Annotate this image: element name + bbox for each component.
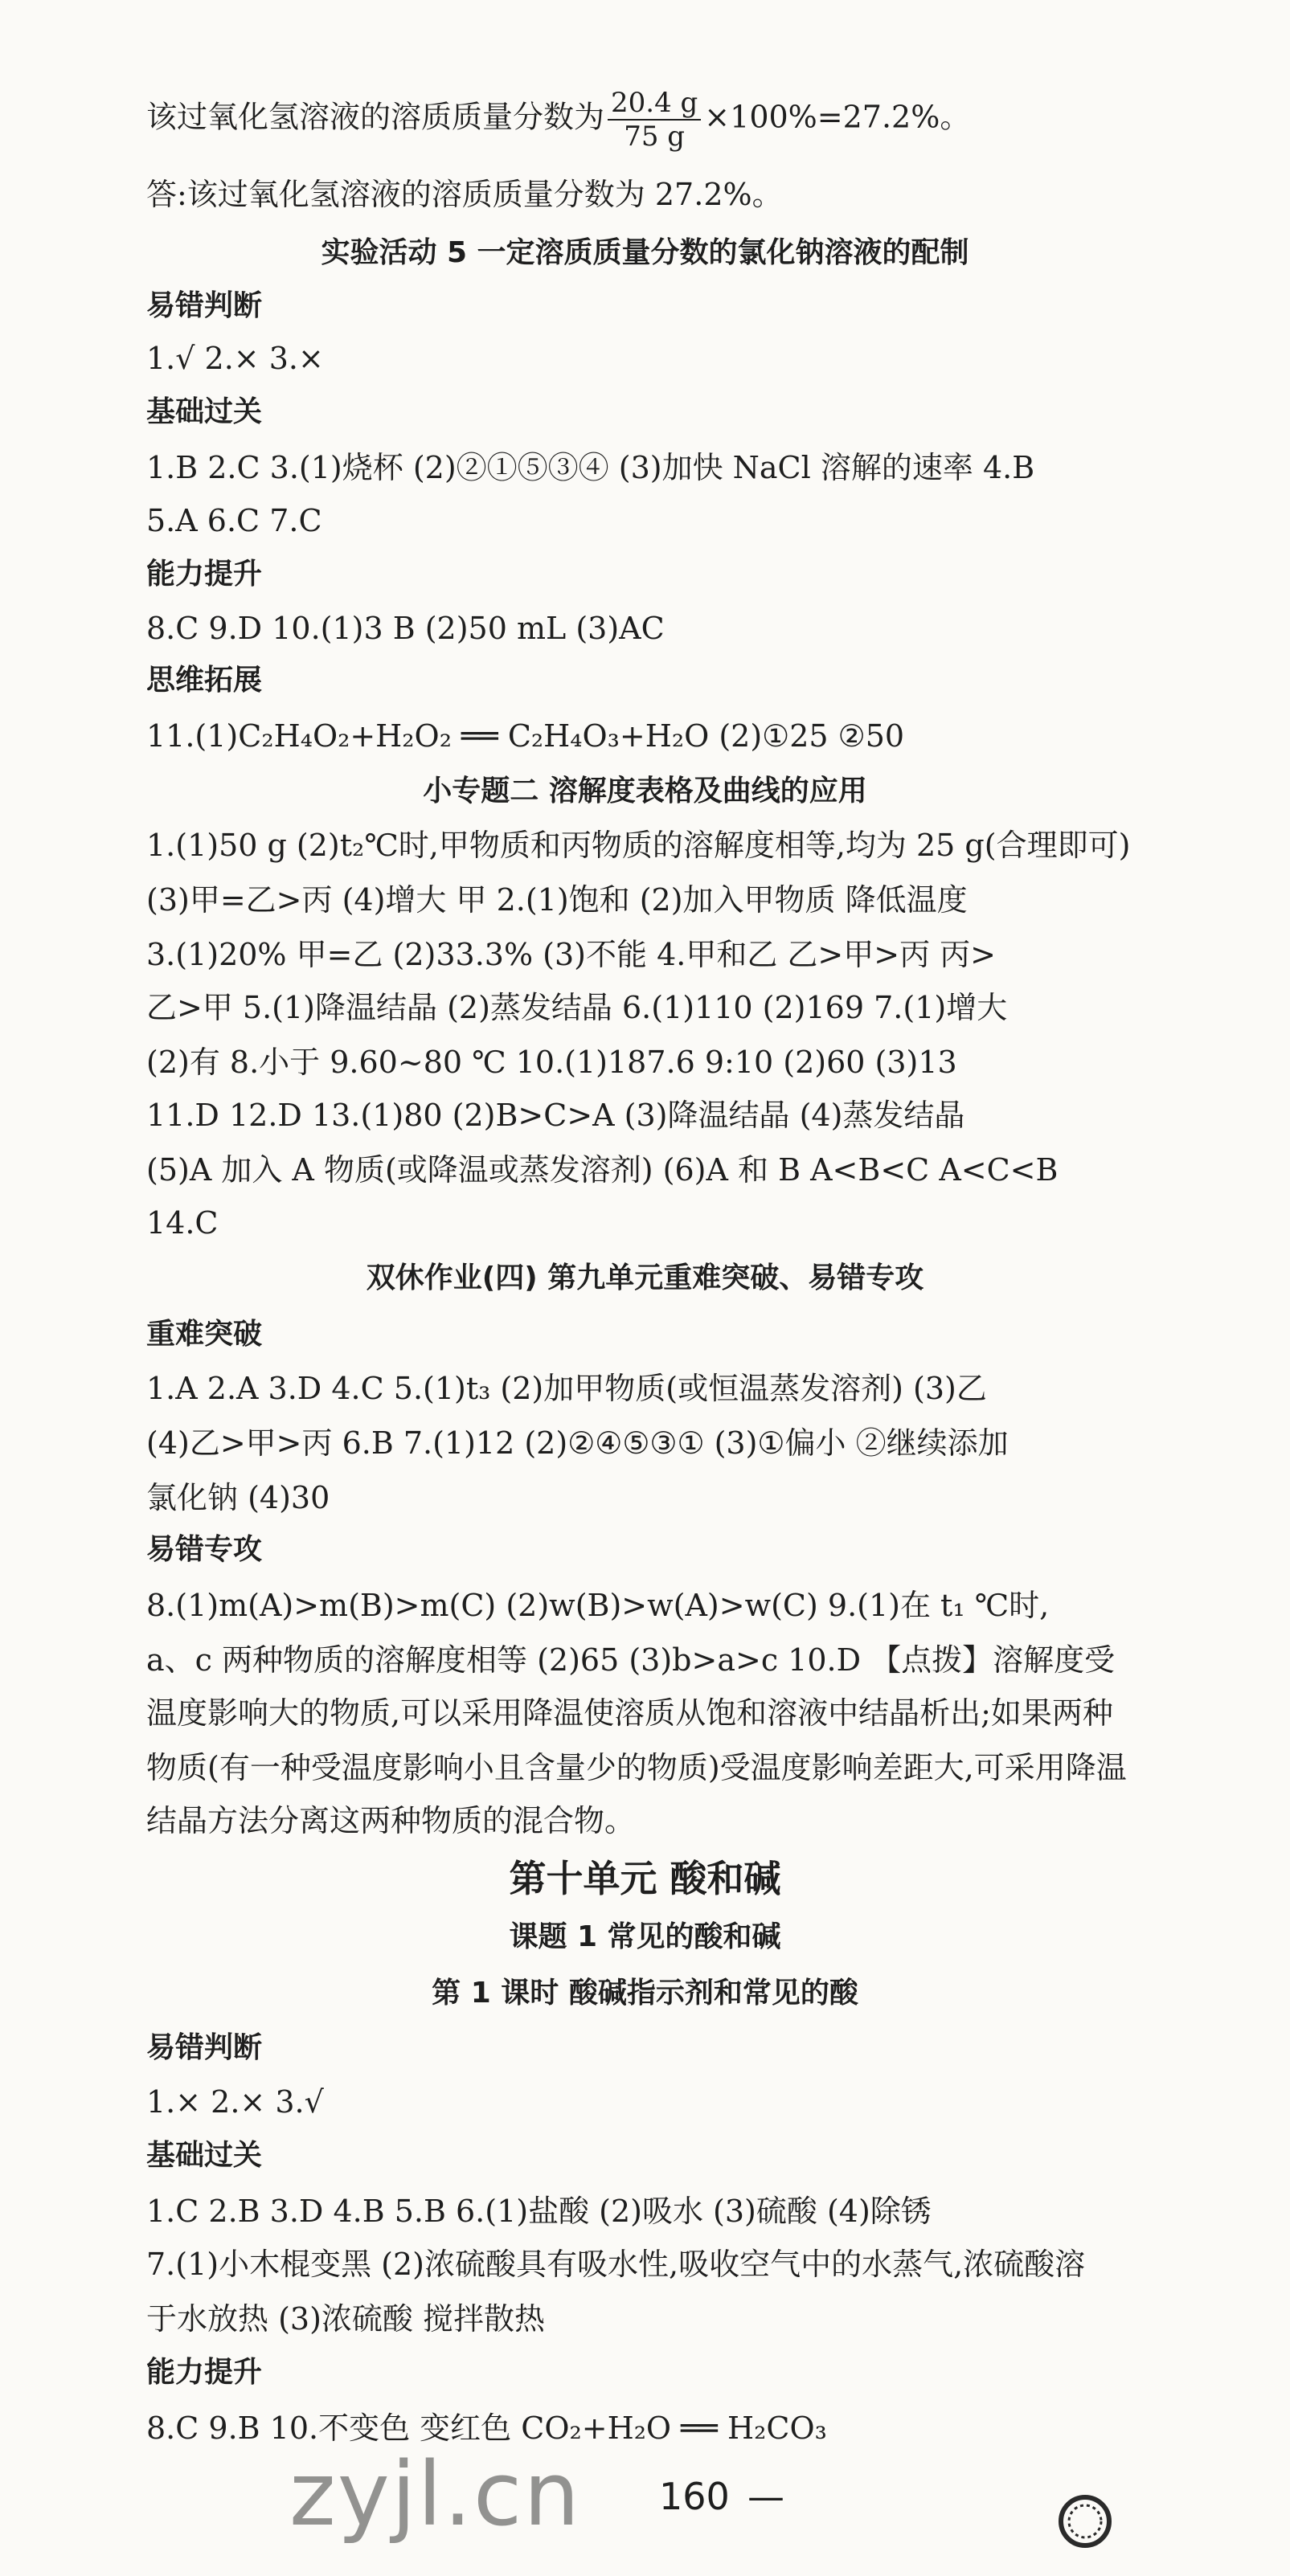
answer-line: 11.(1)C₂H₄O₂+H₂O₂ ══ C₂H₄O₃+H₂O (2)①25 ②50 <box>146 718 905 754</box>
text-segment: ×100%=27.2%。 <box>704 99 971 135</box>
subsection-heading: 易错专攻 <box>146 1533 263 1566</box>
publisher-logo-icon <box>1055 2491 1116 2552</box>
fraction-denominator: 75 g <box>624 121 686 153</box>
section-title: 小专题二 溶解度表格及曲线的应用 <box>423 775 867 808</box>
answer-line: 7.(1)小木棍变黑 (2)浓硫酸具有吸水性,吸收空气中的水蒸气,浓硫酸溶 <box>146 2247 1086 2282</box>
subsection-heading: 重难突破 <box>146 1318 263 1351</box>
answer-line: 温度影响大的物质,可以采用降温使溶质从饱和溶液中结晶析出;如果两种 <box>146 1695 1113 1731</box>
answer-line: (2)有 8.小于 9.60~80 ℃ 10.(1)187.6 9:10 (2)60 (3)13 <box>146 1045 957 1080</box>
section-title: 双休作业(四) 第九单元重难突破、易错专攻 <box>366 1261 924 1294</box>
answer-line: 于水放热 (3)浓硫酸 搅拌散热 <box>146 2301 545 2337</box>
answer-line: a、c 两种物质的溶解度相等 (2)65 (3)b>a>c 10.D 【点拨】溶解度受 <box>146 1642 1116 1678</box>
answer-line: 1.B 2.C 3.(1)烧杯 (2)②①⑤③④ (3)加快 NaCl 溶解的速率 4.B <box>146 450 1035 485</box>
subsection-heading: 思维拓展 <box>146 664 263 697</box>
answer-line: 物质(有一种受温度影响小且含量少的物质)受温度影响差距大,可采用降温 <box>146 1750 1127 1785</box>
answer-line: 14.C <box>146 1205 219 1241</box>
answer-line-fraction <box>146 87 1218 153</box>
answer-line: (3)甲=乙>丙 (4)增大 甲 2.(1)饱和 (2)加入甲物质 降低温度 <box>146 882 968 918</box>
answer-line: 乙>甲 5.(1)降温结晶 (2)蒸发结晶 6.(1)110 (2)169 7.(1)增大 <box>146 990 1008 1025</box>
text-segment: 该过氧化氢溶液的溶质质量分数为 <box>146 99 605 135</box>
answer-line: 1.(1)50 g (2)t₂℃时,甲物质和丙物质的溶解度相等,均为 25 g(合理即可) <box>146 828 1131 863</box>
watermark: zyjl.cn <box>289 2443 582 2545</box>
lesson-title: 课题 1 常见的酸和碱 <box>509 1920 781 1953</box>
answer-line: 答:该过氧化氢溶液的溶质质量分数为 27.2%。 <box>146 177 783 212</box>
answer-line: 1.√ 2.× 3.× <box>146 341 324 376</box>
answer-line: 11.D 12.D 13.(1)80 (2)B>C>A (3)降温结晶 (4)蒸发结晶 <box>146 1098 965 1133</box>
subsection-heading: 能力提升 <box>146 2356 263 2389</box>
answer-line: 5.A 6.C 7.C <box>146 503 322 538</box>
subsection-heading: 基础过关 <box>146 395 263 428</box>
answer-line: 8.C 9.B 10.不变色 变红色 CO₂+H₂O ══ H₂CO₃ <box>146 2410 827 2446</box>
answer-line: 1.× 2.× 3.√ <box>146 2084 324 2120</box>
section-title: 实验活动 5 一定溶质质量分数的氯化钠溶液的配制 <box>321 236 969 269</box>
subsection-heading: 易错判断 <box>146 289 263 322</box>
subsection-heading: 易错判断 <box>146 2031 263 2064</box>
page-number-dash: — <box>747 2475 784 2518</box>
answer-line: 3.(1)20% 甲=乙 (2)33.3% (3)不能 4.甲和乙 乙>甲>丙 丙> <box>146 937 997 972</box>
answer-line: 8.(1)m(A)>m(B)>m(C) (2)w(B)>w(A)>w(C) 9.(1)在 t₁ ℃时, <box>146 1588 1050 1623</box>
page-number: 160 <box>659 2475 730 2518</box>
answer-line: 1.A 2.A 3.D 4.C 5.(1)t₃ (2)加甲物质(或恒温蒸发溶剂) (3)乙 <box>146 1371 987 1406</box>
unit-title: 第十单元 酸和碱 <box>509 1857 781 1900</box>
fraction-numerator: 20.4 g <box>608 87 701 121</box>
subsection-heading: 基础过关 <box>146 2139 263 2172</box>
answer-line: 8.C 9.D 10.(1)3 B (2)50 mL (3)AC <box>146 611 665 646</box>
fraction <box>608 87 701 153</box>
answer-line: 1.C 2.B 3.D 4.B 5.B 6.(1)盐酸 (2)吸水 (3)硫酸 (4)除锈 <box>146 2194 932 2229</box>
answer-line: 氯化钠 (4)30 <box>146 1480 330 1515</box>
answer-line: (5)A 加入 A 物质(或降温或蒸发溶剂) (6)A 和 B A<B<C A<C<B <box>146 1152 1059 1188</box>
period-title: 第 1 课时 酸碱指示剂和常见的酸 <box>432 1977 858 2010</box>
answer-line: 结晶方法分离这两种物质的混合物。 <box>146 1803 636 1838</box>
answer-line: (4)乙>甲>丙 6.B 7.(1)12 (2)②④⑤③① (3)①偏小 ②继续添加 <box>146 1425 1009 1461</box>
subsection-heading: 能力提升 <box>146 558 263 591</box>
